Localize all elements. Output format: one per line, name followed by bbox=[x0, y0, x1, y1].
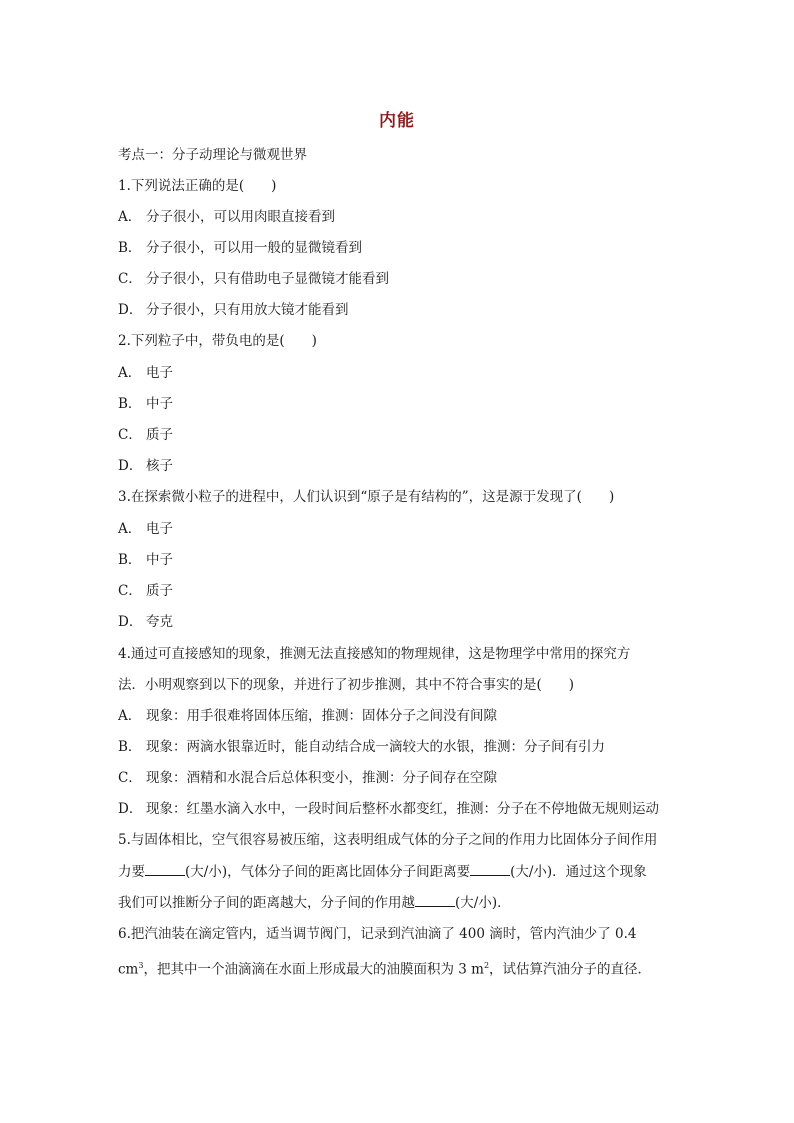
option-letter: D． bbox=[118, 458, 143, 474]
option-letter: C． bbox=[118, 271, 142, 287]
question-5-text: (大/小)，气体分子间的距离比固体分子间距离要 bbox=[185, 864, 471, 880]
option-text: 夸克 bbox=[146, 614, 173, 630]
question-5-text: (大/小)． bbox=[455, 895, 511, 911]
option-letter: D． bbox=[118, 302, 143, 318]
question-5-text: 我们可以推断分子间的距离越大，分子间的作用越 bbox=[118, 895, 415, 911]
answer-blank-3 bbox=[415, 893, 455, 907]
superscript: 3 bbox=[138, 961, 144, 970]
question-2-stem: 2.下列粒子中，带负电的是( ) bbox=[118, 333, 317, 349]
option-letter: A． bbox=[118, 521, 142, 537]
question-2-option-c bbox=[118, 426, 173, 444]
option-text: 电子 bbox=[146, 365, 173, 381]
question-1-option-a bbox=[118, 208, 335, 226]
question-4-option-c bbox=[118, 769, 497, 787]
option-letter: C． bbox=[118, 427, 142, 443]
option-text: 现象：红墨水滴入水中，一段时间后整杯水都变红，推测：分子在不停地做无规则运动 bbox=[146, 801, 659, 817]
question-2-option-b bbox=[118, 395, 173, 413]
question-2-option-d bbox=[118, 457, 173, 475]
option-letter: B． bbox=[118, 240, 142, 256]
question-6-text: ，把其中一个油滴滴在水面上形成最大的油膜面积为 3 m bbox=[143, 961, 484, 978]
option-text: 现象：酒精和水混合后总体积变小，推测：分子间存在空隙 bbox=[146, 770, 497, 786]
question-3-option-b bbox=[118, 551, 173, 569]
option-text: 电子 bbox=[146, 521, 173, 537]
option-letter: D． bbox=[118, 614, 143, 630]
question-1-option-d bbox=[118, 301, 349, 319]
question-5-line-2 bbox=[118, 862, 647, 881]
option-text: 现象：用手很难将固体压缩，推测：固体分子之间没有间隙 bbox=[146, 708, 497, 724]
option-letter: B． bbox=[118, 739, 142, 755]
question-5-line-1: 5.与固体相比，空气很容易被压缩，这表明组成气体的分子之间的作用力比固体分子间作用 bbox=[118, 832, 658, 848]
question-3-option-c bbox=[118, 582, 173, 600]
question-5-text: 力要 bbox=[118, 864, 145, 880]
option-text: 质子 bbox=[146, 427, 173, 443]
option-letter: B． bbox=[118, 396, 142, 412]
option-text: 现象：两滴水银靠近时，能自动结合成一滴较大的水银，推测：分子间有引力 bbox=[146, 739, 605, 755]
question-6-line-2 bbox=[118, 957, 651, 979]
question-5-text: (大/小)．通过这个现象 bbox=[510, 864, 647, 880]
question-3-option-a bbox=[118, 520, 173, 538]
question-4-stem-line-1: 4.通过可直接感知的现象，推测无法直接感知的物理规律，这是物理学中常用的探究方 bbox=[118, 646, 631, 662]
section-heading: 考点一：分子动理论与微观世界 bbox=[118, 147, 307, 163]
option-letter: A． bbox=[118, 209, 142, 225]
question-4-option-a bbox=[118, 707, 497, 725]
question-1-option-c bbox=[118, 270, 389, 288]
option-letter: D． bbox=[118, 801, 143, 817]
question-6-text: cm bbox=[118, 961, 139, 978]
option-letter: C． bbox=[118, 770, 142, 786]
question-3-stem: 3.在探索微小粒子的进程中，人们认识到“原子是有结构的”，这是源于发现了( ) bbox=[118, 489, 615, 505]
question-4-stem-line-2: 法．小明观察到以下的现象，并进行了初步推测，其中不符合事实的是( ) bbox=[118, 677, 575, 693]
question-1-option-b bbox=[118, 239, 362, 257]
answer-blank-2 bbox=[470, 862, 510, 876]
question-2-option-a bbox=[118, 364, 173, 382]
option-text: 中子 bbox=[146, 396, 173, 412]
option-letter: A． bbox=[118, 365, 142, 381]
page-title: 内能 bbox=[379, 111, 415, 131]
question-6-text: ，试估算汽油分子的直径． bbox=[489, 961, 652, 978]
question-6-line-1: 6.把汽油装在滴定管内，适当调节阀门，记录到汽油滴了 400 滴时，管内汽油少了 0.4 bbox=[118, 926, 637, 942]
option-text: 分子很小，只有用放大镜才能看到 bbox=[146, 302, 349, 318]
answer-blank-1 bbox=[145, 862, 185, 876]
question-4-option-d bbox=[118, 800, 659, 818]
superscript: 2 bbox=[483, 961, 490, 970]
option-letter: A． bbox=[118, 708, 142, 724]
option-text: 中子 bbox=[146, 552, 173, 568]
question-4-option-b bbox=[118, 738, 605, 756]
question-3-option-d bbox=[118, 613, 173, 631]
option-text: 质子 bbox=[146, 583, 173, 599]
option-text: 分子很小，只有借助电子显微镜才能看到 bbox=[146, 271, 389, 287]
option-text: 核子 bbox=[146, 458, 173, 474]
option-letter: B． bbox=[118, 552, 142, 568]
question-5-line-3 bbox=[118, 893, 511, 912]
option-text: 分子很小，可以用一般的显微镜看到 bbox=[146, 240, 362, 256]
option-letter: C． bbox=[118, 583, 142, 599]
option-text: 分子很小，可以用肉眼直接看到 bbox=[146, 209, 335, 225]
question-1-stem: 1.下列说法正确的是( ) bbox=[118, 178, 277, 194]
